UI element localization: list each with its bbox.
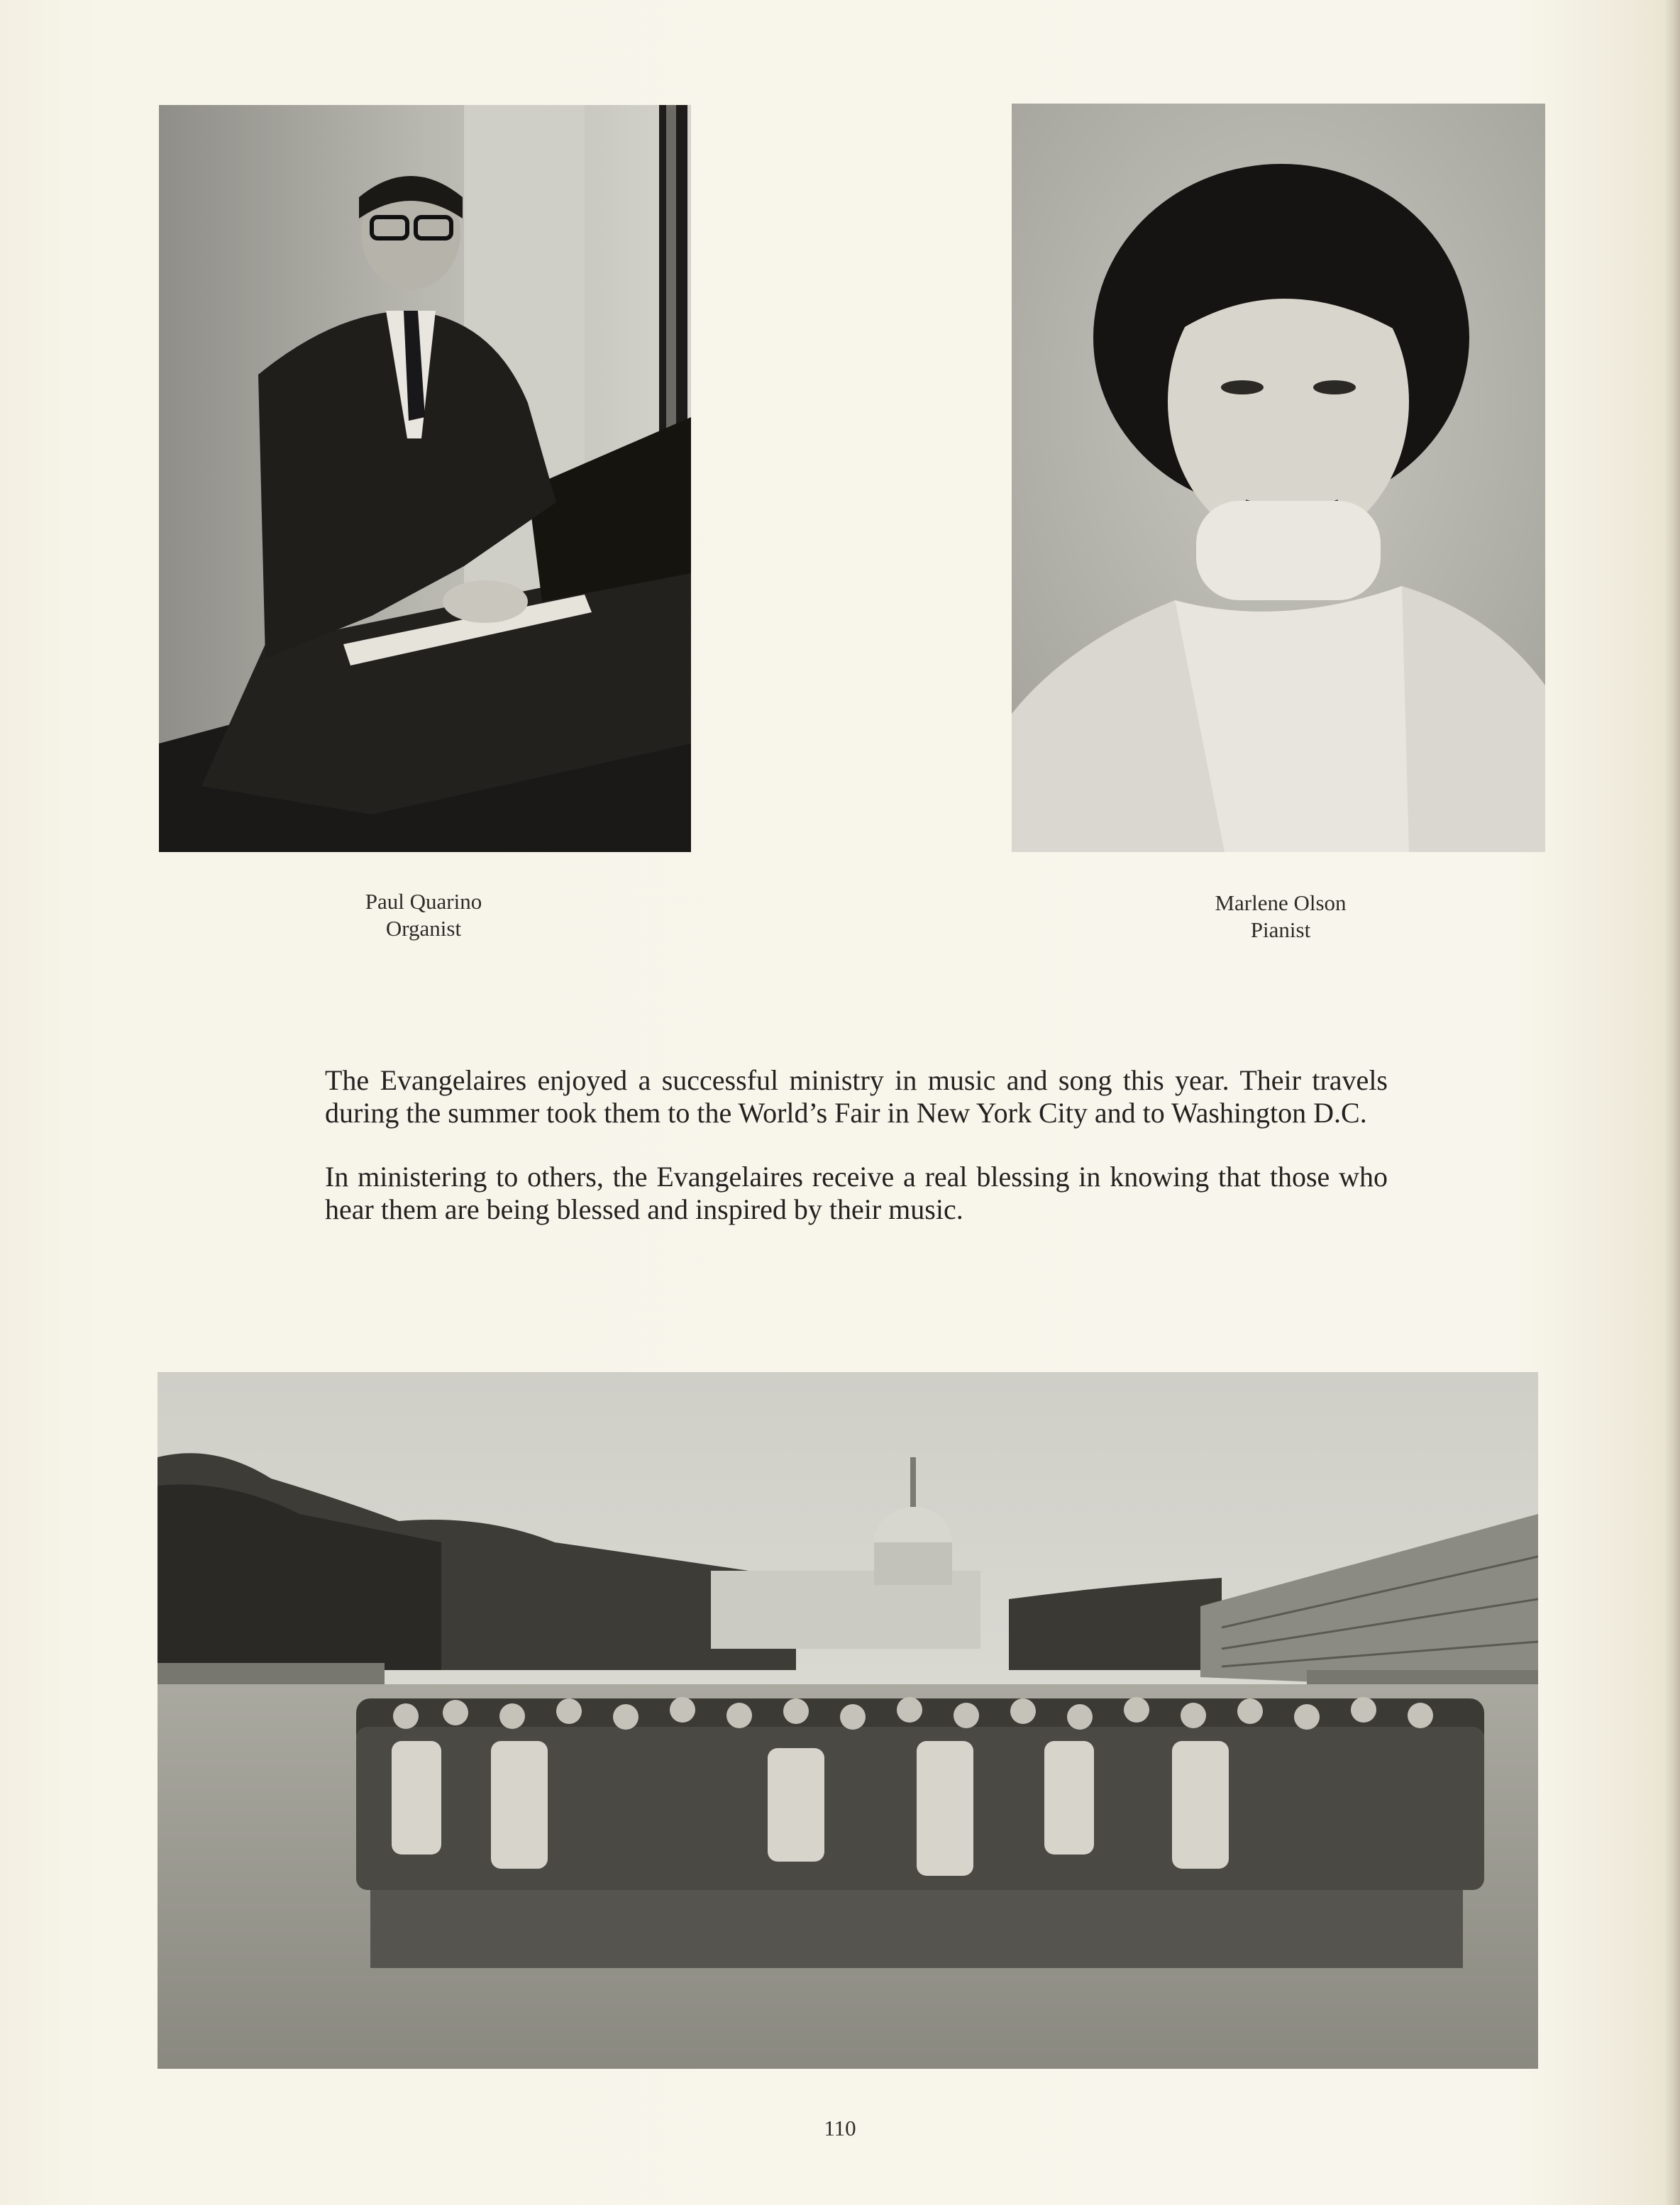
group-photo — [158, 1372, 1538, 2069]
pianist-photo — [1012, 104, 1545, 852]
pianist-caption — [1139, 890, 1422, 944]
organist-caption — [282, 888, 565, 942]
organist-role: Organist — [385, 916, 462, 941]
body-text — [325, 1064, 1388, 1257]
pianist-name: Marlene Olson — [1215, 890, 1347, 915]
page-edge-shadow — [1664, 0, 1680, 2205]
organist-photo — [159, 105, 691, 852]
body-paragraph-2: In ministering to others, the Evangelaires receive a real blessing in knowing that those who hear them are being blessed and inspired by their music. — [325, 1161, 1388, 1225]
organist-name: Paul Quarino — [365, 889, 482, 914]
pianist-role: Pianist — [1250, 917, 1311, 942]
body-paragraph-1: The Evangelaires enjoyed a successful ministry in music and song this year. Their travels during the summer took them to the World’s Fair in New York City and to Washington D.C. — [325, 1064, 1388, 1129]
page-number: 110 — [824, 2116, 856, 2140]
